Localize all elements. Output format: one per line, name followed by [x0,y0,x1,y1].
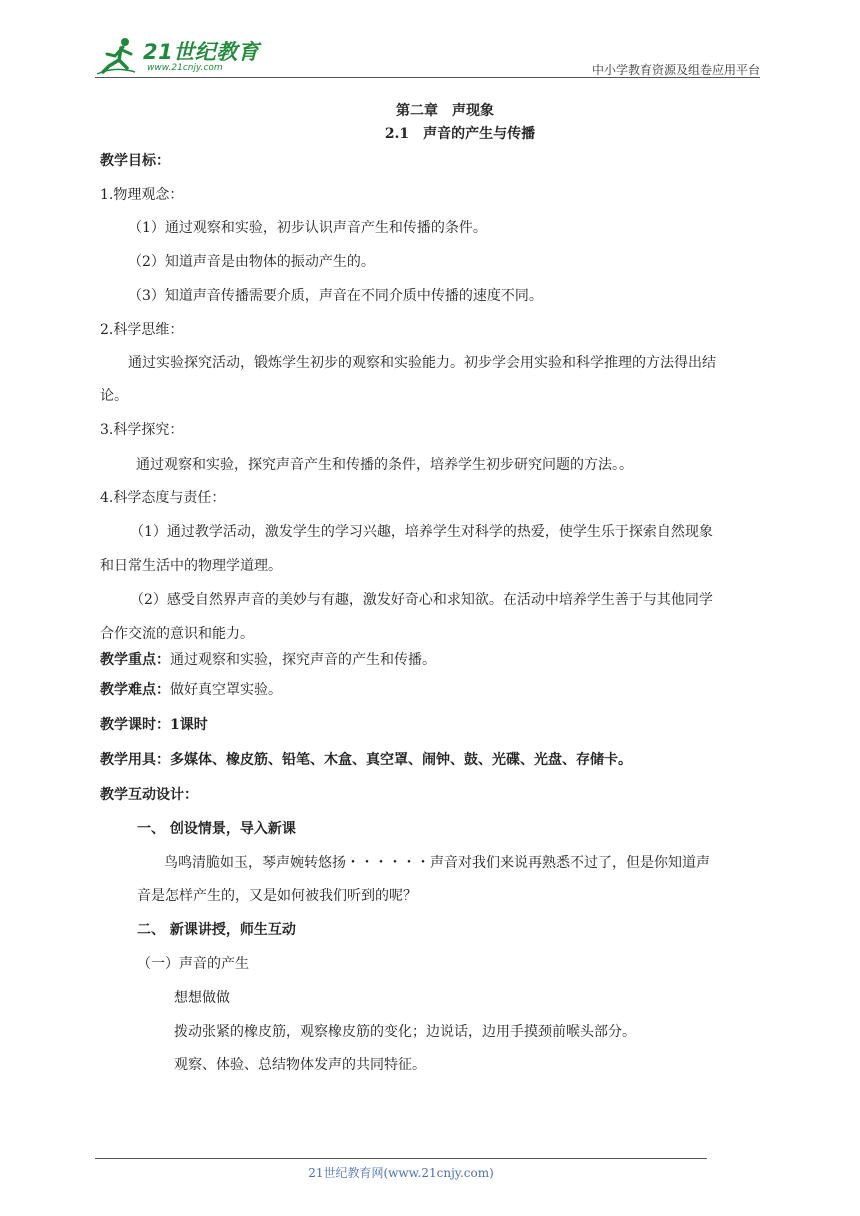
footer-divider [95,1158,707,1159]
part2-heading: 二、 新课讲授，师生互动 [137,922,296,938]
logo-url: www.21cnjy.com [147,63,223,73]
goal4-item-line: 合作交流的意识和能力。 [100,626,254,642]
goal4-heading: 4.科学态度与责任： [100,490,226,506]
goal1-heading: 1.物理观念： [100,187,184,203]
teaching-tools: 教学用具：多媒体、橡皮筋、铅笔、木盒、真空罩、闹钟、鼓、光碟、光盘、存储卡。 [100,752,632,768]
page-header [95,34,760,78]
goal2-text-line: 通过实验探究活动，锻炼学生初步的观察和实验能力。初步学会用实验和科学推理的方法得出结 [128,355,716,371]
difficulty-text: 做好真空罩实验。 [170,682,282,698]
difficulty-label: 教学难点： [100,682,170,698]
goal2-text-line: 论。 [100,388,128,404]
part1-text-line: 音是怎样产生的，又是如何被我们听到的呢？ [137,888,417,904]
goal3-text: 通过观察和实验，探究声音产生和传播的条件，培养学生初步研究问题的方法。。 [136,457,633,473]
goals-heading: 教学目标： [100,153,170,169]
runner-logo-icon [95,36,143,76]
goal1-item: （2）知道声音是由物体的振动产生的。 [128,254,375,270]
section-title: 2.1 声音的产生与传播 [384,126,536,142]
goal1-item: （1）通过观察和实验，初步认识声音产生和传播的条件。 [128,220,487,236]
key-point [100,650,436,670]
key-text: 通过观察和实验，探究声音的产生和传播。 [170,652,436,668]
goal4-item-line: （1）通过教学活动，激发学生的学习兴趣，培养学生对科学的热爱，使学生乐于探索自然现象 [130,524,713,540]
difficulty-point [100,680,282,700]
part1-heading: 一、 创设情景，导入新课 [137,821,296,837]
key-label: 教学重点： [100,652,170,668]
footer-text: 21世纪教育网(www.21cnjy.com) [308,1166,494,1180]
class-hours: 教学课时：1课时 [100,717,208,733]
sub1-text-line: 观察、体验、总结物体发声的共同特征。 [174,1057,426,1073]
logo [95,34,265,78]
goal2-heading: 2.科学思维： [100,322,184,338]
goal4-item-line: 和日常生活中的物理学道理。 [100,558,282,574]
goal3-heading: 3.科学探究： [100,422,184,438]
sub1-activity: 想想做做 [174,990,230,1006]
header-divider [95,77,760,78]
logo-text: 21世纪教育 [143,40,260,64]
sub1-text-line: 拨动张紧的橡皮筋，观察橡皮筋的变化；边说话，边用手摸颈前喉头部分。 [174,1024,636,1040]
platform-name: 中小学教育资源及组卷应用平台 [591,63,760,77]
part1-text-line: 鸟鸣清脆如玉，琴声婉转悠扬・・・・・・声音对我们来说再熟悉不过了，但是你知道声 [164,855,710,871]
design-heading: 教学互动设计： [100,787,198,803]
chapter-title: 第二章 声现象 [396,103,494,119]
goal1-item: （3）知道声音传播需要介质，声音在不同介质中传播的速度不同。 [128,288,543,304]
goal4-item-line: （2）感受自然界声音的美妙与有趣，激发好奇心和求知欲。在活动中培养学生善于与其他同学 [130,592,713,608]
sub1-heading: （一）声音的产生 [137,956,249,972]
